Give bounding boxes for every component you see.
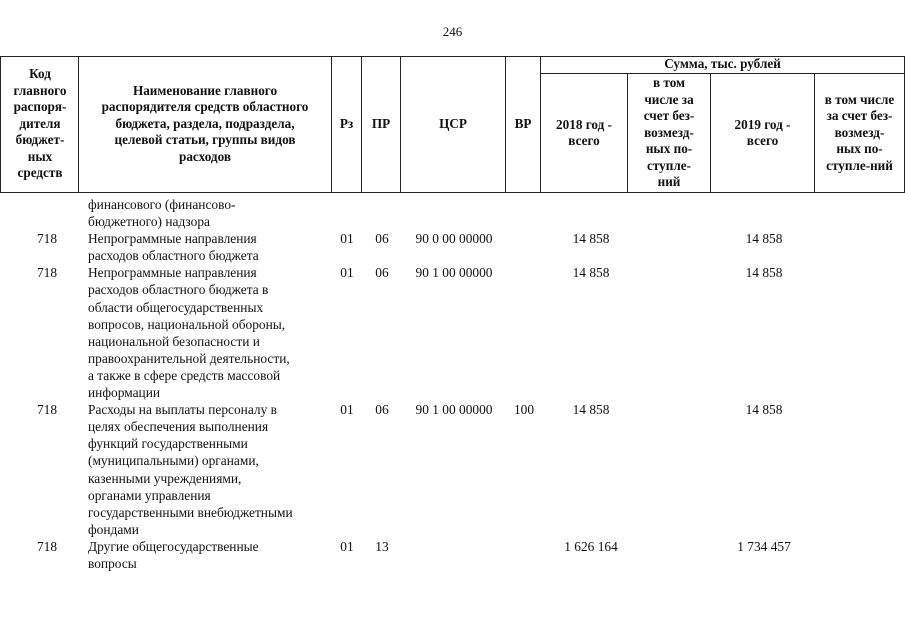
row-csr: 90 1 00 00000 xyxy=(415,402,493,418)
header-2019-grants-label: в том числе за счет без-возмезд-ных по-ступле-ний xyxy=(824,91,895,173)
col-divider xyxy=(0,56,1,193)
row-name xyxy=(88,196,333,230)
row-name xyxy=(88,230,333,264)
row-code: 718 xyxy=(36,538,58,554)
row-name-line: национальной безопасности и xyxy=(88,333,260,349)
row-name-line: государственными внебюджетными xyxy=(88,504,293,520)
header-2019-total xyxy=(711,74,814,192)
row-name-line: фондами xyxy=(88,521,139,537)
row-name-line: (муниципальными) органами, xyxy=(88,453,259,469)
header-2018-grants-label: в том числе за счет без-возмезд-ных по-ступле-ний xyxy=(643,75,695,190)
header-sum-group xyxy=(541,56,904,73)
header-csr xyxy=(401,56,505,192)
table-row xyxy=(0,196,905,230)
header-csr-label: ЦСР xyxy=(439,115,467,131)
row-name-line: области общегосударственных xyxy=(88,299,264,315)
row-name-line: вопросы xyxy=(88,555,137,571)
row-name-line: Непрограммные направления xyxy=(88,265,257,281)
row-2019-total: 14 858 xyxy=(745,265,783,281)
row-code: 718 xyxy=(36,402,58,418)
page-number: 246 xyxy=(442,24,463,39)
row-2018-total: 1 626 164 xyxy=(564,538,618,554)
row-name xyxy=(88,264,333,401)
row-name-line: правоохранительной деятельности, xyxy=(88,350,290,366)
table-header xyxy=(0,56,905,193)
row-name-line: расходов областного бюджета xyxy=(88,248,259,264)
row-name-line: расходов областного бюджета в xyxy=(88,282,269,298)
row-pr: 06 xyxy=(375,402,389,418)
table-row xyxy=(0,230,905,264)
row-pr: 06 xyxy=(375,231,389,247)
header-2018-total xyxy=(541,74,627,192)
table-row xyxy=(0,401,905,538)
row-pr: 13 xyxy=(375,538,389,554)
row-code: 718 xyxy=(36,231,58,247)
row-name xyxy=(88,401,333,538)
row-name-line: Непрограммные направления xyxy=(88,231,257,247)
row-name-line: функций государственными xyxy=(88,436,248,452)
header-2019-grants xyxy=(815,74,904,192)
row-vr: 100 xyxy=(513,402,535,418)
row-name-line: Другие общегосударственные xyxy=(88,538,259,554)
header-vr xyxy=(506,56,540,192)
header-name xyxy=(79,56,331,192)
header-pr xyxy=(362,56,400,192)
row-name-line: финансового (финансово- xyxy=(88,197,236,212)
header-vr-label: ВР xyxy=(514,115,532,131)
header-pr-label: ПР xyxy=(371,115,391,131)
header-sum-group-label: Сумма, тыс. рублей xyxy=(664,56,781,72)
header-code-label: Код главного распоря-дителя бюджет-ных средств xyxy=(13,66,67,181)
row-name-line: вопросов, национальной обороны, xyxy=(88,316,286,332)
header-bottom-border xyxy=(0,192,905,193)
row-name-line: а также в сфере средств массовой xyxy=(88,367,281,383)
header-code xyxy=(2,56,78,192)
header-name-label: Наименование главного распорядителя средств областного бюджета, раздела, подраздела, целевой статьи, группы видов расходов xyxy=(101,82,309,164)
row-name-line: Расходы на выплаты персоналу в xyxy=(88,402,277,418)
row-name-line: целях обеспечения выполнения xyxy=(88,419,269,435)
row-code: 718 xyxy=(36,265,58,281)
row-rz: 01 xyxy=(340,265,354,281)
row-rz: 01 xyxy=(340,402,354,418)
row-2019-total: 14 858 xyxy=(745,231,783,247)
row-name-line: казенными учреждениями, xyxy=(88,470,242,486)
header-rz-label: Рз xyxy=(339,115,354,131)
row-2018-total: 14 858 xyxy=(572,265,610,281)
row-name xyxy=(88,538,333,572)
header-2018-total-label: 2018 год - всего xyxy=(556,116,612,148)
table-row xyxy=(0,264,905,401)
table-body xyxy=(0,196,905,572)
header-2018-grants xyxy=(628,74,710,192)
row-name-line: информации xyxy=(88,385,161,401)
row-name-line: органами управления xyxy=(88,487,211,503)
header-2019-total-label: 2019 год - всего xyxy=(734,116,791,148)
row-rz: 01 xyxy=(340,231,354,247)
row-pr: 06 xyxy=(375,265,389,281)
row-2019-total: 14 858 xyxy=(745,402,783,418)
row-2018-total: 14 858 xyxy=(572,231,610,247)
row-name-line: бюджетного) надзора xyxy=(88,214,210,230)
header-rz xyxy=(332,56,361,192)
row-csr: 90 0 00 00000 xyxy=(415,231,493,247)
row-2018-total: 14 858 xyxy=(572,402,610,418)
table-row xyxy=(0,538,905,572)
row-csr: 90 1 00 00000 xyxy=(415,265,493,281)
row-rz: 01 xyxy=(340,538,354,554)
row-2019-total: 1 734 457 xyxy=(737,538,791,554)
